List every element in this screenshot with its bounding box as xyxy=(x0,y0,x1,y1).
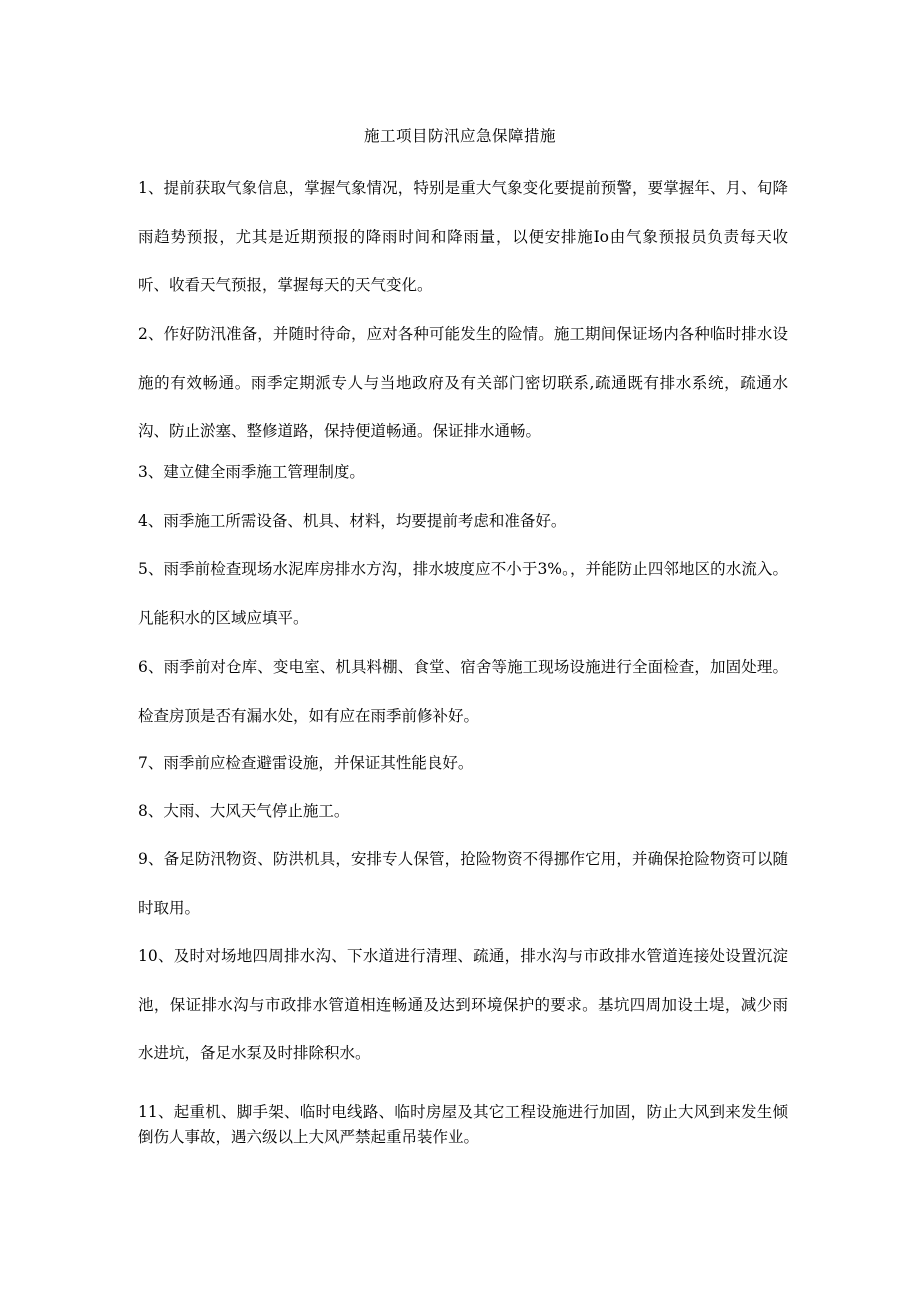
paragraph-item-6: 6、雨季前对仓库、变电室、机具料棚、食堂、宿舍等施工现场设施进行全面检查，加固处理。检查房顶是否有漏水处，如有应在雨季前修补好。 xyxy=(138,658,788,725)
paragraph-item-9: 9、备足防汛物资、防洪机具，安排专人保管，抢险物资不得挪作它用，并确保抢险物资可以随时取用。 xyxy=(138,850,788,917)
paragraph-item-7: 7、雨季前应检查避雷设施，并保证其性能良好。 xyxy=(138,754,474,772)
paragraph-item-1: 1、提前获取气象信息，掌握气象情况，特别是重大气象变化要提前预警，要掌握年、月、旬降雨趋势预报，尤其是近期预报的降雨时间和降雨量，以便安排施Io由气象预报员负责每天收听、收看天气预报，掌握每天的天气变化。 xyxy=(138,179,788,294)
paragraph-item-2: 2、作好防汛准备，并随时待命，应对各种可能发生的险情。施工期间保证场内各种临时排水设施的有效畅通。雨季定期派专人与当地政府及有关部门密切联系,疏通既有排水系统，疏通水沟、防止淤塞、整修道路，保持便道畅通。保证排水通畅。 xyxy=(138,325,788,440)
paragraph-item-5: 5、雨季前检查现场水泥库房排水方沟，排水坡度应不小于3%。，并能防止四邻地区的水流入。凡能积水的区域应填平。 xyxy=(138,560,788,627)
paragraph-item-3: 3、建立健全雨季施工管理制度。 xyxy=(138,463,365,481)
paragraph-item-4: 4、雨季施工所需设备、机具、材料，均要提前考虑和准备好。 xyxy=(138,512,567,530)
document-title: 施工项目防汛应急保障措施 xyxy=(363,127,556,145)
paragraph-item-10: 10、及时对场地四周排水沟、下水道进行清理、疏通，排水沟与市政排水管道连接处设置沉淀池，保证排水沟与市政排水管道相连畅通及达到环境保护的要求。基坑四周加设土堤，减少雨水进坑，备足水泵及时排除积水。 xyxy=(138,947,788,1062)
paragraph-item-11: 11、起重机、脚手架、临时电线路、临时房屋及其它工程设施进行加固，防止大风到来发生倾倒伤人事故，遇六级以上大风严禁起重吊装作业。 xyxy=(138,1103,788,1146)
paragraph-item-8: 8、大雨、大风天气停止施工。 xyxy=(138,802,350,820)
